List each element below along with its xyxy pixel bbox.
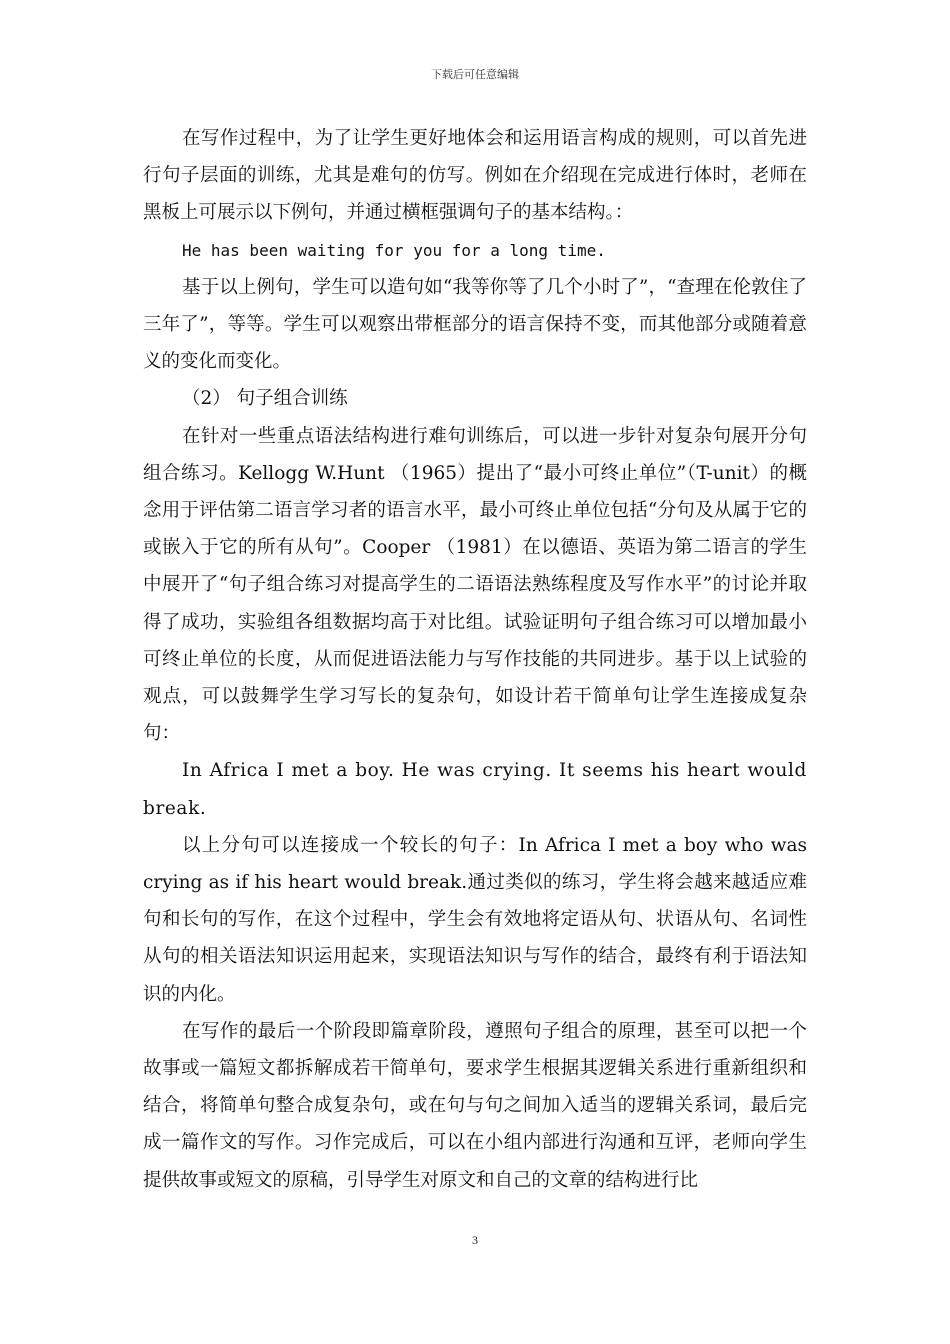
paragraph-sentence-combining: 在针对一些重点语法结构进行难句训练后，可以进一步针对复杂句展开分句组合练习。Kellogg W.Hunt （1965）提出了“最小可终止单位”（T-unit）的概念用于评估第二语言学习者的语言水平，最小可终止单位包括“分句及从属于它的或嵌入于它的所有从句”。Cooper （1981）在以德语、英语为第二语言的学生中展开了“句子组合练习对提高学生的二语语法熟练程度及写作水平”的讨论并取得了成功，实验组各组数据均高于对比组。试验证明句子组合练习可以增加最小可终止单位的长度，从而促进语法能力与写作技能的共同进步。基于以上试验的观点，可以鼓舞学生学习写长的复杂句，如设计若干简单句让学生连接成复杂句： — [143, 425, 807, 745]
document-body — [143, 120, 807, 1199]
example-sentence: He has been waiting for you for a long time. — [182, 240, 606, 260]
section-heading-sentence-combining: （2） 句子组合训练 — [182, 388, 348, 410]
example-clauses: In Africa I met a boy. He was crying. It seems his heart would break. — [143, 760, 807, 819]
page-number: 3 — [472, 1233, 478, 1247]
paragraph-discourse-stage: 在写作的最后一个阶段即篇章阶段，遵照句子组合的原理，甚至可以把一个故事或一篇短文都拆解成若干简单句，要求学生根据其逻辑关系进行重新组织和结合，将简单句整合成复杂句，或在句与句之间加入适当的逻辑关系词，最后完成一篇作文的写作。习作完成后，可以在小组内部进行沟通和互评，老师向学生提供故事或短文的原稿，引导学生对原文和自己的文章的结构进行比 — [143, 1020, 807, 1191]
paragraph-sentence-training: 在写作过程中，为了让学生更好地体会和运用语言构成的规则，可以首先进行句子层面的训练，尤其是难句的仿写。例如在介绍现在完成进行体时，老师在黑板上可展示以下例句，并通过横框强调句子的基本结构。： — [143, 128, 807, 224]
paragraph-example-explanation: 基于以上例句，学生可以造句如“我等你等了几个小时了”，“查理在伦敦住了三年了”，等等。学生可以观察出带框部分的语言保持不变，而其他部分或随着意义的变化而变化。 — [143, 276, 807, 373]
paragraph-combined-sentence: 以上分句可以连接成一个较长的句子：In Africa I met a boy who was crying as if his heart would break.通过类似的练习，学生将会越来越适应难句和长句的写作，在这个过程中，学生会有效地将定语从句、状语从句、名词性从句的相关语法知识运用起来，实现语法知识与写作的结合，最终有利于语法知识的内化。 — [143, 834, 807, 1005]
page-header: 下载后可任意编辑 — [431, 68, 519, 81]
